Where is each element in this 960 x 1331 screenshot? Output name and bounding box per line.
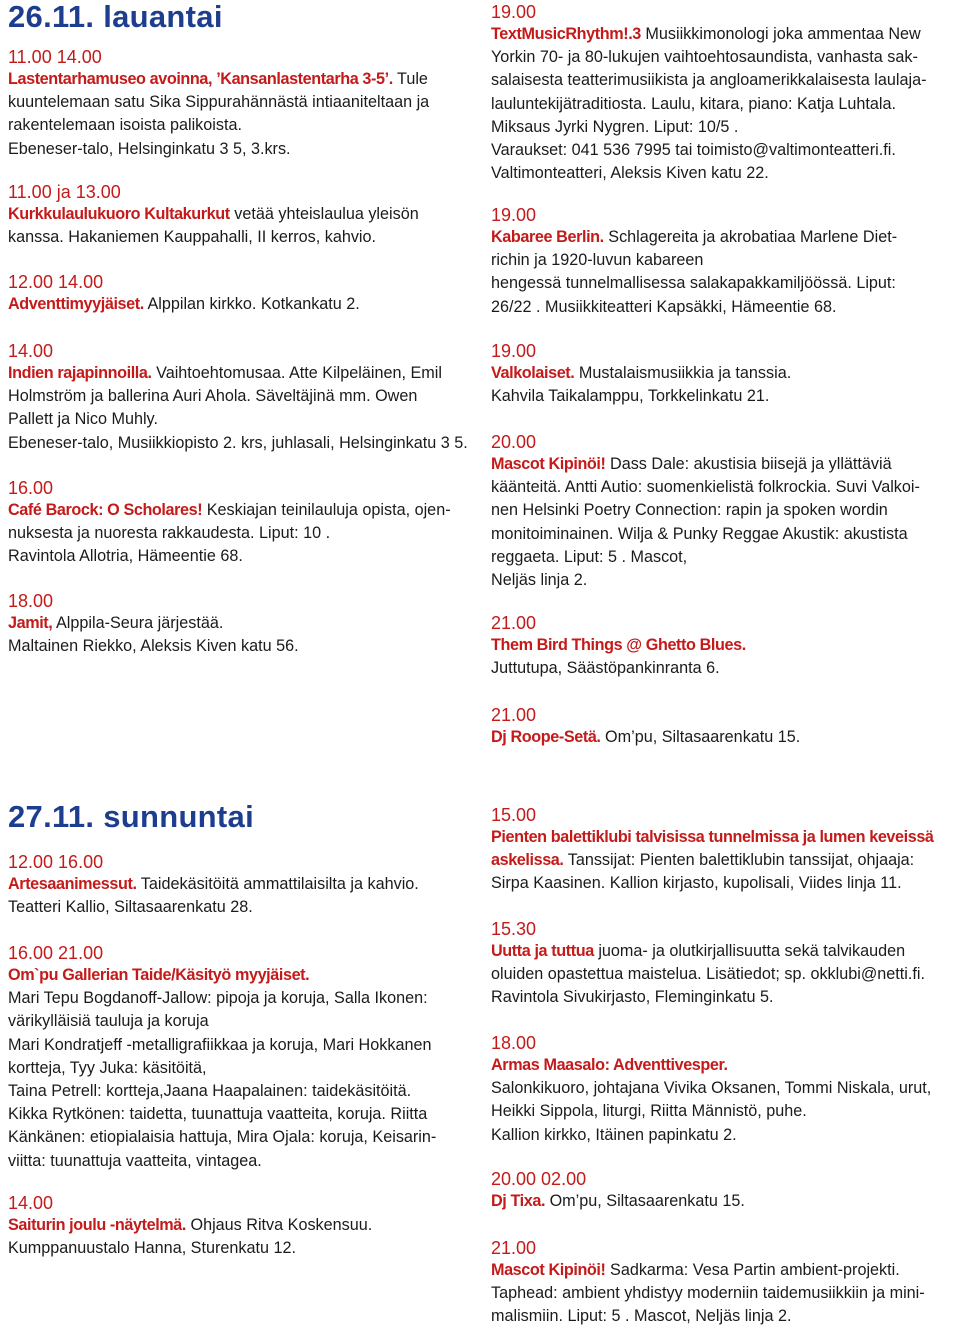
event-text: lauluntekijätraditiosta. Laulu, kitara, piano: Katja Luhtala. — [491, 94, 896, 113]
event-text: Taina Petrell: kortteja,Jaana Haapalainen: taidekäsitöitä. — [8, 1082, 412, 1101]
event-text: Schlagereita ja akrobatiaa Marlene Diet- — [608, 228, 898, 246]
event-venue: Juttutupa, Säästöpankinranta 6. — [491, 659, 720, 678]
event-venue: Kallion kirkko, Itäinen papinkatu 2. — [491, 1125, 737, 1144]
event-text: Holmström ja ballerina Auri Ahola. Säveltäjinä mm. Owen — [8, 387, 418, 406]
event-text: Taidekäsitöitä ammattilaisilta ja kahvio. — [140, 875, 419, 893]
event-venue: 26/22 . Musiikkiteatteri Kapsäkki, Hämeentie 68. — [491, 297, 837, 316]
event-text: käänteitä. Antti Autio: suomenkielistä folkrockia. Suvi Valkoi- — [491, 478, 920, 497]
event-title: Lastentarhamuseo avoinna, ’Kansanlastentarha 3-5’. — [8, 70, 393, 88]
event-text: Mari Tepu Bogdanoff-Jallow: pipoja ja koruja, Salla Ikonen: — [8, 989, 428, 1008]
event-sat-6 — [8, 590, 468, 658]
event-text: Känkänen: etiopialaisia hattuja, Mira Ojala: koruja, Keisarin- — [8, 1128, 437, 1147]
event-title: Kurkkulaulukuoro Kultakurkut — [8, 205, 230, 223]
event-text: Heikki Sippola, liturgi, Riitta Männistö, puhe. — [491, 1102, 807, 1121]
event-text: reggaeta. Liput: 5 . Mascot, — [491, 547, 688, 566]
event-title: askelissa. — [491, 851, 564, 870]
event-title: Mascot Kipinöi! — [491, 455, 606, 473]
event-title: Them Bird Things @ Ghetto Blues. — [491, 636, 746, 654]
event-time: 15.00 — [491, 805, 537, 825]
event-venue: Valtimonteatteri, Aleksis Kiven katu 22. — [491, 164, 769, 183]
saturday-heading: 26.11. lauantai — [8, 0, 223, 34]
event-sat-4 — [8, 340, 468, 455]
event-text: viitta: tuunattuja vaatteita, vintagea. — [8, 1151, 262, 1170]
event-text: Mustalaismusiikkia ja tanssia. — [578, 364, 792, 382]
event-text: kortteja, Tyy Juka: käsitöitä, — [8, 1058, 207, 1077]
event-text: monitoiminainen. Wilja & Punky Reggae Akustik: akustista — [491, 524, 908, 543]
event-time: 14.00 — [8, 341, 54, 361]
event-title: Armas Maasalo: Adventtivesper. — [491, 1056, 728, 1074]
event-time: 12.00 14.00 — [8, 272, 104, 292]
event-venue: Sirpa Kaasinen. Kallion kirjasto, kupolisali, Viides linja 11. — [491, 874, 902, 893]
event-text: Sadkarma: Vesa Partin ambient-projekti. — [610, 1261, 900, 1279]
event-text: nuksesta ja nuoresta rakkaudesta. Liput: 10 . — [8, 524, 331, 543]
event-text: oluiden opastettua maistelua. Lisätiedot; sp. okklubi@netti.fi. — [491, 965, 925, 984]
event-time: 16.00 — [8, 478, 54, 498]
event-text: Yorkin 70- ja 80-lukujen vaihtoehtosaundista, vanhasta sak- — [491, 48, 918, 67]
event-title: Mascot Kipinöi! — [491, 1261, 606, 1279]
event-title: Dj Roope-Setä. — [491, 728, 601, 746]
event-contact: Varaukset: 041 536 7995 tai toimisto@valtimonteatteri.fi. — [491, 141, 896, 160]
event-sat-r4 — [491, 431, 953, 592]
event-venue: Alppilan kirkko. Kotkankatu 2. — [147, 295, 360, 313]
event-time: 19.00 — [491, 205, 537, 225]
event-text: rakentelemaan isoista palikoista. — [8, 116, 242, 135]
event-time: 12.00 16.00 — [8, 852, 104, 872]
event-time: 20.00 — [491, 432, 537, 452]
event-title: Jamit, — [8, 614, 53, 632]
event-text: Keskiajan teinilauluja opista, ojen- — [206, 501, 451, 519]
event-venue: Ebeneser-talo, Musiikkiopisto 2. krs, juhlasali, Helsinginkatu 3 5. — [8, 433, 468, 452]
event-text: Taphead: ambient yhdistyy moderniin taidemusiikkiin ja mini- — [491, 1284, 925, 1303]
event-title: TextMusicRhythm!.3 — [491, 25, 641, 43]
event-venue: Ravintola Allotria, Hämeentie 68. — [8, 547, 243, 566]
event-venue: kanssa. Hakaniemen Kauppahalli, II kerros, kahvio. — [8, 228, 377, 247]
sunday-left-column — [8, 800, 468, 834]
event-time: 19.00 — [491, 2, 537, 22]
event-title: Dj Tixa. — [491, 1192, 546, 1210]
event-venue: Om’pu, Siltasaarenkatu 15. — [605, 728, 801, 746]
event-sun-r3 — [491, 1032, 953, 1147]
event-time: 21.00 — [491, 1238, 537, 1258]
event-text: Tule — [397, 70, 428, 88]
event-sat-r5 — [491, 612, 953, 680]
event-time: 18.00 — [8, 591, 54, 611]
event-time: 21.00 — [491, 705, 537, 725]
event-text: salaisesta teatterimusiikista ja angloamerikkalaisesta laulaja- — [491, 71, 927, 90]
event-sun-r4 — [491, 1168, 953, 1213]
event-sat-1 — [8, 46, 468, 161]
event-sat-r1 — [491, 1, 953, 185]
event-venue: Ravintola Sivukirjasto, Fleminginkatu 5. — [491, 988, 774, 1007]
event-time: 20.00 02.00 — [491, 1169, 587, 1189]
event-sun-1 — [8, 851, 468, 919]
event-venue: Neljäs linja 2. — [491, 571, 588, 590]
event-text: värikylläisiä tauluja ja koruja — [8, 1012, 209, 1031]
event-time: 11.00 14.00 — [8, 47, 102, 67]
event-sat-2 — [8, 181, 468, 249]
event-text: Ohjaus Ritva Koskensuu. — [190, 1216, 373, 1234]
event-text: Tanssijat: Pienten balettiklubin tanssijat, ohjaaja: — [567, 851, 915, 870]
event-text: nen Helsinki Poetry Connection: rapin ja spoken wordin — [491, 501, 888, 520]
event-time: 21.00 — [491, 613, 537, 633]
event-time: 11.00 ja 13.00 — [8, 182, 121, 202]
event-text: hengessä tunnelmallisessa salakapakkamiljöössä. Liput: — [491, 274, 896, 293]
event-sat-3 — [8, 271, 468, 316]
event-text: Dass Dale: akustisia biisejä ja yllättäviä — [610, 455, 892, 473]
event-sun-r5 — [491, 1237, 953, 1329]
event-time: 16.00 21.00 — [8, 943, 104, 963]
event-sun-2 — [8, 942, 468, 1173]
event-venue: Kumppanuustalo Hanna, Sturenkatu 12. — [8, 1239, 296, 1258]
event-title: Valkolaiset. — [491, 364, 575, 382]
event-text: Alppila-Seura järjestää. — [56, 614, 224, 632]
saturday-left-column — [8, 0, 468, 34]
event-venue: Om’pu, Siltasaarenkatu 15. — [549, 1192, 745, 1210]
event-time: 19.00 — [491, 341, 537, 361]
event-text: Musiikkimonologi joka ammentaa New — [645, 25, 921, 43]
event-time: 18.00 — [491, 1033, 537, 1053]
event-sun-r1 — [491, 804, 953, 896]
event-title: Indien rajapinnoilla. — [8, 364, 152, 382]
event-title: Kabaree Berlin. — [491, 228, 604, 246]
event-title: Pienten balettiklubi talvisissa tunnelmissa ja lumen keveissä — [491, 828, 934, 846]
event-text: richin ja 1920-luvun kabareen — [491, 251, 704, 270]
event-sat-r2 — [491, 204, 953, 319]
event-text: juoma- ja olutkirjallisuutta sekä talvikauden — [598, 942, 906, 960]
event-sat-r3 — [491, 340, 953, 408]
event-sun-r2 — [491, 918, 953, 1010]
event-venue: Ebeneser-talo, Helsinginkatu 3 5, 3.krs. — [8, 139, 291, 158]
event-text: malismiin. Liput: 5 . Mascot, Neljäs linja 2. — [491, 1307, 792, 1326]
event-sat-r6 — [491, 704, 953, 749]
event-text: Pallett ja Nico Muhly. — [8, 410, 158, 429]
event-text: vetää yhteislaulua yleisön — [234, 205, 419, 223]
event-text: Kikka Rytkönen: taidetta, tuunattuja vaatteita, koruja. Riitta — [8, 1105, 428, 1124]
event-time: 15.30 — [491, 919, 537, 939]
event-text: Salonkikuoro, johtajana Vivika Oksanen, Tommi Niskala, urut, — [491, 1079, 932, 1098]
event-sat-5 — [8, 477, 468, 569]
event-venue: Maltainen Riekko, Aleksis Kiven katu 56. — [8, 637, 299, 656]
event-text: Mari Kondratjeff -metalligrafiikkaa ja koruja, Mari Hokkanen — [8, 1035, 432, 1054]
event-title: Artesaanimessut. — [8, 875, 137, 893]
event-sun-3 — [8, 1192, 468, 1260]
event-title: Saiturin joulu -näytelmä. — [8, 1216, 186, 1234]
event-title: Uutta ja tuttua — [491, 942, 594, 960]
event-time: 14.00 — [8, 1193, 54, 1213]
sunday-heading: 27.11. sunnuntai — [8, 799, 254, 834]
event-text: kuuntelemaan satu Sika Sippurahännästä intiaaniteltaan ja — [8, 93, 430, 112]
event-venue: Kahvila Taikalamppu, Torkkelinkatu 21. — [491, 387, 770, 406]
event-title: Om`pu Gallerian Taide/Käsityö myyjäiset. — [8, 966, 310, 984]
event-text: Miksaus Jyrki Nygren. Liput: 10/5 . — [491, 117, 739, 136]
event-venue: Teatteri Kallio, Siltasaarenkatu 28. — [8, 898, 253, 917]
event-text: Vaihtoehtomusaa. Atte Kilpeläinen, Emil — [156, 364, 442, 382]
event-title: Café Barock: O Scholares! — [8, 501, 203, 519]
event-title: Adventtimyyjäiset. — [8, 295, 144, 313]
